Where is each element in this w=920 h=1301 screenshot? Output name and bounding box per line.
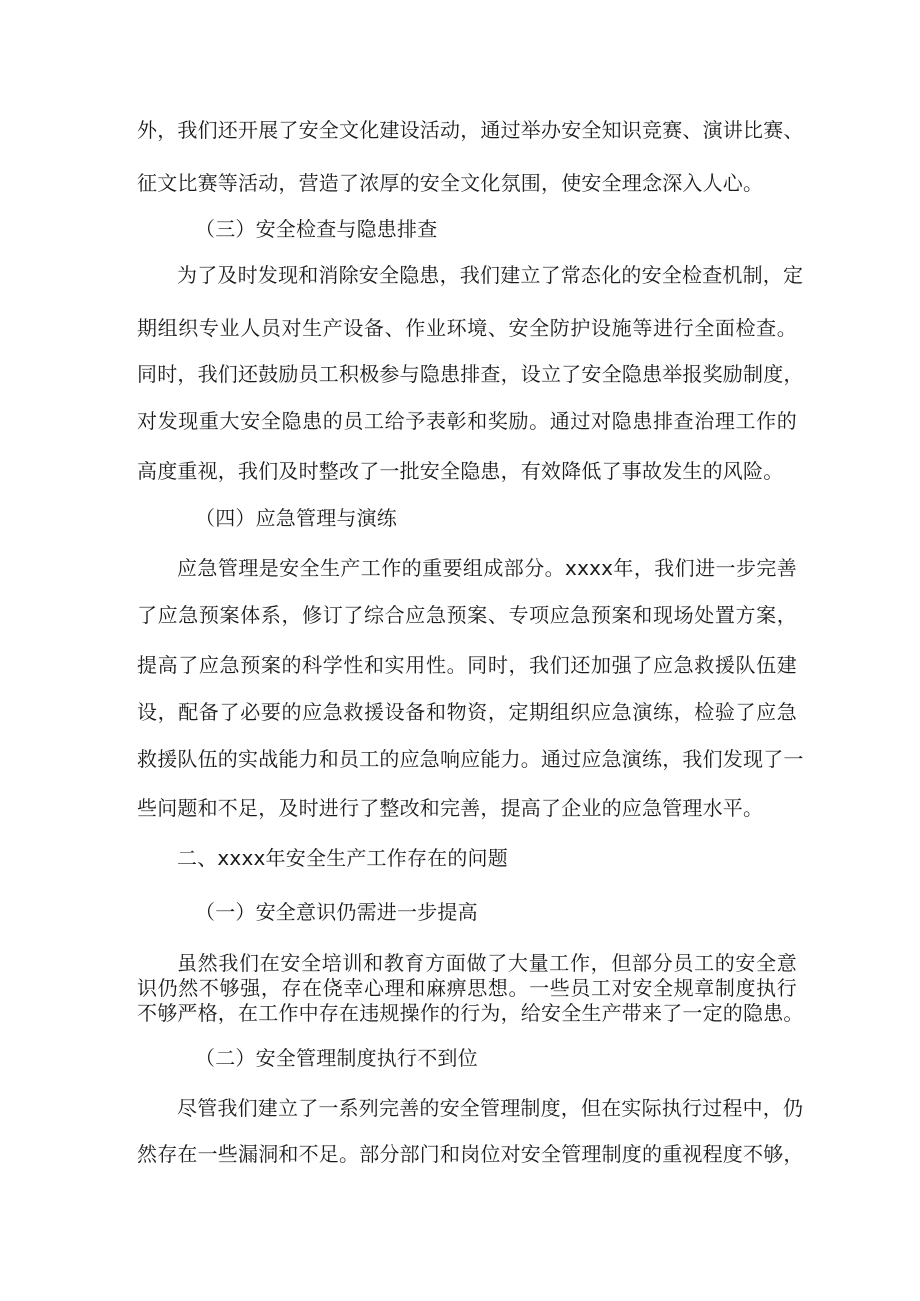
paragraph-line: 征文比赛等活动，营造了浓厚的安全文化氛围，使安全理念深入人心。 — [137, 171, 764, 195]
paragraph-line: 尽管我们建立了一系列完善的安全管理制度，但在实际执行过程中，仍 — [177, 1096, 804, 1120]
paragraph-line: 虽然我们在安全培训和教育方面做了大量工作，但部分员工的安全意 — [177, 951, 797, 975]
paragraph-line: 了应急预案体系，修订了综合应急预案、专项应急预案和现场处置方案， — [137, 603, 797, 627]
paragraph-line: 高度重视，我们及时整改了一批安全隐患，有效降低了事故发生的风险。 — [137, 459, 784, 483]
paragraph-line: 然存在一些漏洞和不足。部分部门和岗位对安全管理制度的重视程度不够， — [137, 1142, 804, 1166]
paragraph-line: 不够严格，在工作中存在违规操作的行为，给安全生产带来了一定的隐患。 — [137, 1001, 804, 1025]
paragraph-line: 些问题和不足，及时进行了整改和完善，提高了企业的应急管理水平。 — [137, 796, 764, 820]
paragraph-line: 应急管理是安全生产工作的重要组成部分。xxxx年，我们进一步完善 — [177, 556, 797, 580]
section-heading: （四）应急管理与演练 — [195, 506, 397, 530]
paragraph-line: 提高了应急预案的科学性和实用性。同时，我们还加强了应急救援队伍建 — [137, 653, 797, 677]
paragraph-line: 为了及时发现和消除安全隐患，我们建立了常态化的安全检查机制，定 — [177, 263, 804, 287]
section-heading: （一）安全意识仍需进一步提高 — [195, 900, 478, 924]
paragraph-line: 期组织专业人员对生产设备、作业环境、安全防护设施等进行全面检查。 — [137, 316, 797, 340]
paragraph-line: 外，我们还开展了安全文化建设活动，通过举办安全知识竞赛、演讲比赛、 — [137, 118, 804, 142]
section-heading: （二）安全管理制度执行不到位 — [195, 1046, 478, 1070]
paragraph-line: 识仍然不够强，存在侥幸心理和麻痹思想。一些员工对安全规章制度执行 — [137, 976, 797, 1000]
chapter-heading: 二、xxxx年安全生产工作存在的问题 — [177, 846, 508, 870]
paragraph-line: 救援队伍的实战能力和员工的应急响应能力。通过应急演练，我们发现了一 — [137, 747, 804, 771]
paragraph-line: 对发现重大安全隐患的员工给予表彰和奖励。通过对隐患排查治理工作的 — [137, 409, 797, 433]
paragraph-line: 同时，我们还鼓励员工积极参与隐患排查，设立了安全隐患举报奖励制度， — [137, 362, 804, 386]
paragraph-line: 设，配备了必要的应急救援设备和物资，定期组织应急演练，检验了应急 — [137, 700, 797, 724]
section-heading: （三）安全检查与隐患排查 — [195, 217, 438, 241]
